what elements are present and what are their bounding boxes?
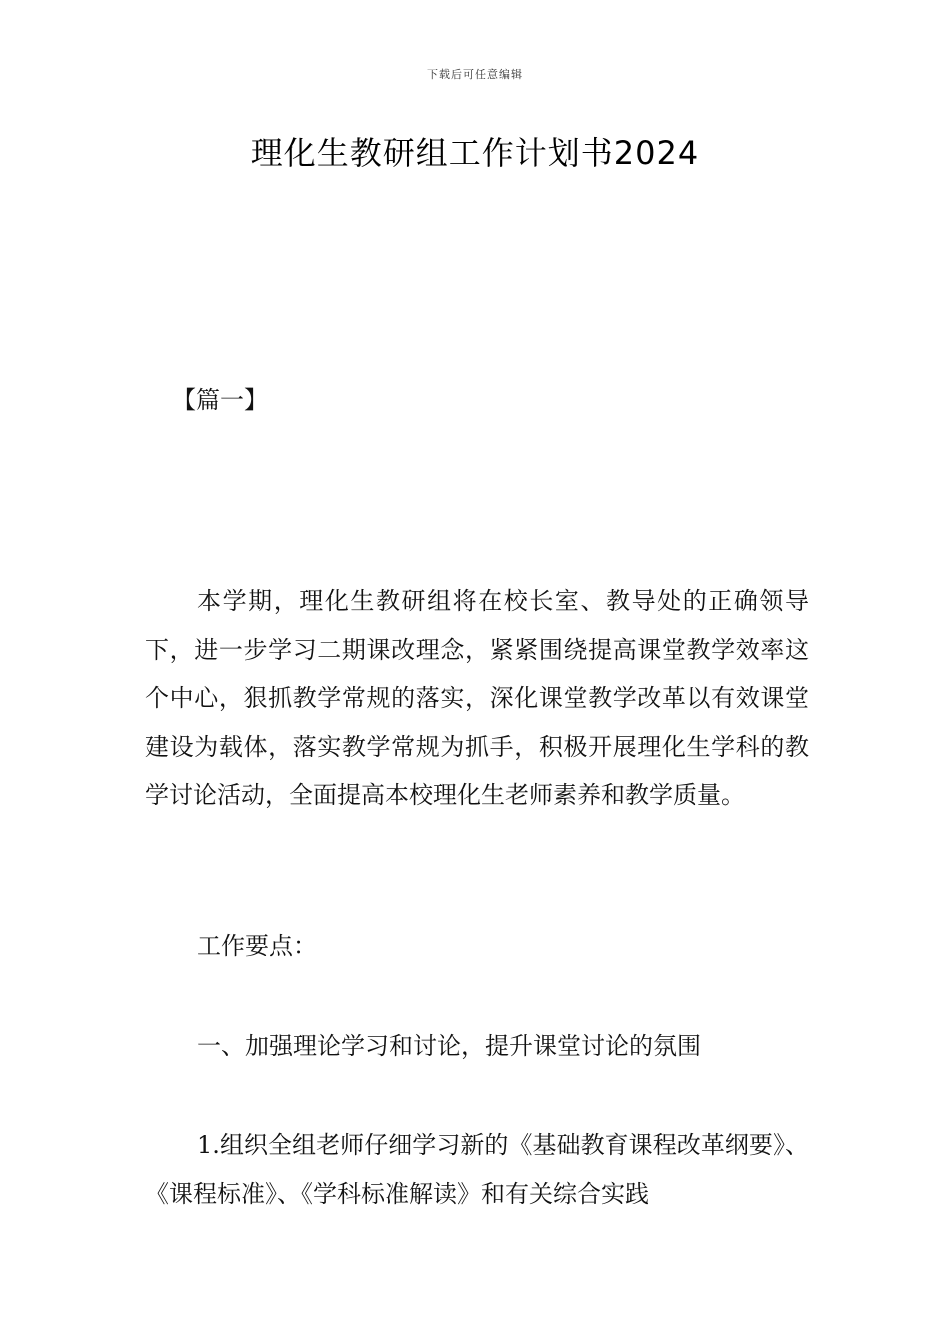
section-tag: 【篇一】 [172, 386, 268, 414]
page-header-note: 下载后可任意编辑 [427, 68, 523, 81]
section-heading-1: 一、加强理论学习和讨论，提升课堂讨论的氛围 [197, 1032, 701, 1060]
document-title: 理化生教研组工作计划书2024 [250, 134, 700, 172]
intro-paragraph: 本学期，理化生教研组将在校长室、教导处的正确领导下，进一步学习二期课改理念，紧紧围绕提高课堂教学效率这个中心，狠抓教学常规的落实，深化课堂教学改革以有效课堂建设为载体，落实教学常规为抓手，积极开展理化生学科的教学讨论活动，全面提高本校理化生老师素养和教学质量。 [145, 587, 809, 809]
list-item-1: 1.组织全组老师仔细学习新的《基础教育课程改革纲要》、《课程标准》、《学科标准解读》和有关综合实践 [145, 1131, 809, 1208]
work-points-label: 工作要点： [197, 932, 317, 960]
